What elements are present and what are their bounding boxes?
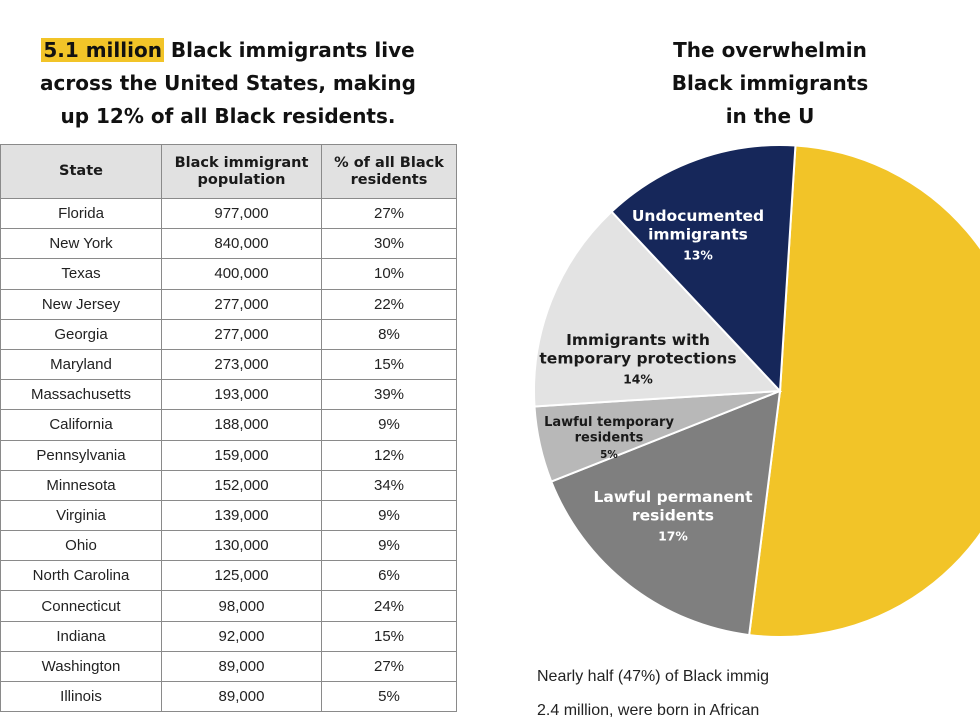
slice-label-line: Lawful temporary	[544, 415, 674, 430]
percent-cell: 15%	[322, 621, 457, 651]
percent-cell: 30%	[322, 229, 457, 259]
footnote-line1: Nearly half (47%) of Black immig	[537, 668, 770, 685]
state-cell: Connecticut	[1, 591, 162, 621]
population-cell: 193,000	[162, 380, 322, 410]
slice-value-label: 17%	[658, 528, 688, 544]
percent-cell: 9%	[322, 410, 457, 440]
percent-cell: 39%	[322, 380, 457, 410]
state-cell: Pennsylvania	[1, 440, 162, 470]
title-line3: up 12% of all Black residents.	[60, 104, 396, 128]
state-cell: Georgia	[1, 319, 162, 349]
percent-cell: 9%	[322, 500, 457, 530]
state-cell: Texas	[1, 259, 162, 289]
percent-cell: 8%	[322, 319, 457, 349]
percent-cell: 22%	[322, 289, 457, 319]
population-cell: 400,000	[162, 259, 322, 289]
state-cell: New Jersey	[1, 289, 162, 319]
state-cell: Minnesota	[1, 470, 162, 500]
title-line1-rest: Black immigrants live	[163, 38, 415, 62]
slice-label-line: Undocumented	[631, 207, 765, 225]
population-cell: 977,000	[162, 199, 322, 229]
state-cell: New York	[1, 229, 162, 259]
state-cell: Maryland	[1, 349, 162, 379]
slice-label-line: temporary protections	[539, 349, 737, 368]
population-cell: 92,000	[162, 621, 322, 651]
population-cell: 139,000	[162, 500, 322, 530]
population-cell: 277,000	[162, 289, 322, 319]
population-cell: 159,000	[162, 440, 322, 470]
state-cell: Indiana	[1, 621, 162, 651]
population-cell: 188,000	[162, 410, 322, 440]
state-cell: North Carolina	[1, 561, 162, 591]
state-cell: Ohio	[1, 531, 162, 561]
slice-label-line: residents	[574, 430, 644, 446]
pie-title-line3: in the U	[725, 104, 815, 128]
slice-value-label: 5%	[600, 449, 618, 462]
state-cell: Florida	[1, 199, 162, 229]
population-cell: 125,000	[162, 561, 322, 591]
population-cell: 273,000	[162, 349, 322, 379]
state-cell: California	[1, 410, 162, 440]
percent-cell: 24%	[322, 591, 457, 621]
slice-value-label: 14%	[623, 371, 653, 387]
population-cell: 277,000	[162, 319, 322, 349]
header-population: Black immigrant population	[162, 145, 322, 199]
state-cell: Massachusetts	[1, 380, 162, 410]
header-percent: % of all Black residents	[322, 145, 457, 199]
footnote-line2: 2.4 million, were born in African	[537, 702, 760, 719]
percent-cell: 34%	[322, 470, 457, 500]
percent-cell: 5%	[322, 682, 457, 712]
percent-cell: 27%	[322, 651, 457, 681]
population-cell: 840,000	[162, 229, 322, 259]
percent-cell: 12%	[322, 440, 457, 470]
header-state: State	[1, 145, 162, 199]
population-cell: 152,000	[162, 470, 322, 500]
population-cell: 89,000	[162, 682, 322, 712]
slice-label-line: immigrants	[648, 225, 748, 244]
percent-cell: 6%	[322, 561, 457, 591]
slice-label-line: Immigrants with	[566, 331, 710, 349]
pie-title-line2: Black immigrants	[671, 71, 869, 95]
percent-cell: 10%	[322, 259, 457, 289]
title-line2: across the United States, making	[40, 71, 416, 95]
pie-title-line1: The overwhelmin	[673, 38, 867, 62]
state-cell: Virginia	[1, 500, 162, 530]
slice-label-line: Lawful permanent	[593, 488, 753, 506]
population-cell: 130,000	[162, 531, 322, 561]
state-cell: Washington	[1, 651, 162, 681]
slice-label-line: residents	[632, 506, 714, 525]
percent-cell: 9%	[322, 531, 457, 561]
percent-cell: 27%	[322, 199, 457, 229]
population-cell: 98,000	[162, 591, 322, 621]
percent-cell: 15%	[322, 349, 457, 379]
slice-value-label: 13%	[683, 247, 713, 263]
state-cell: Illinois	[1, 682, 162, 712]
population-cell: 89,000	[162, 651, 322, 681]
title-highlight: 5.1 million	[43, 38, 162, 62]
